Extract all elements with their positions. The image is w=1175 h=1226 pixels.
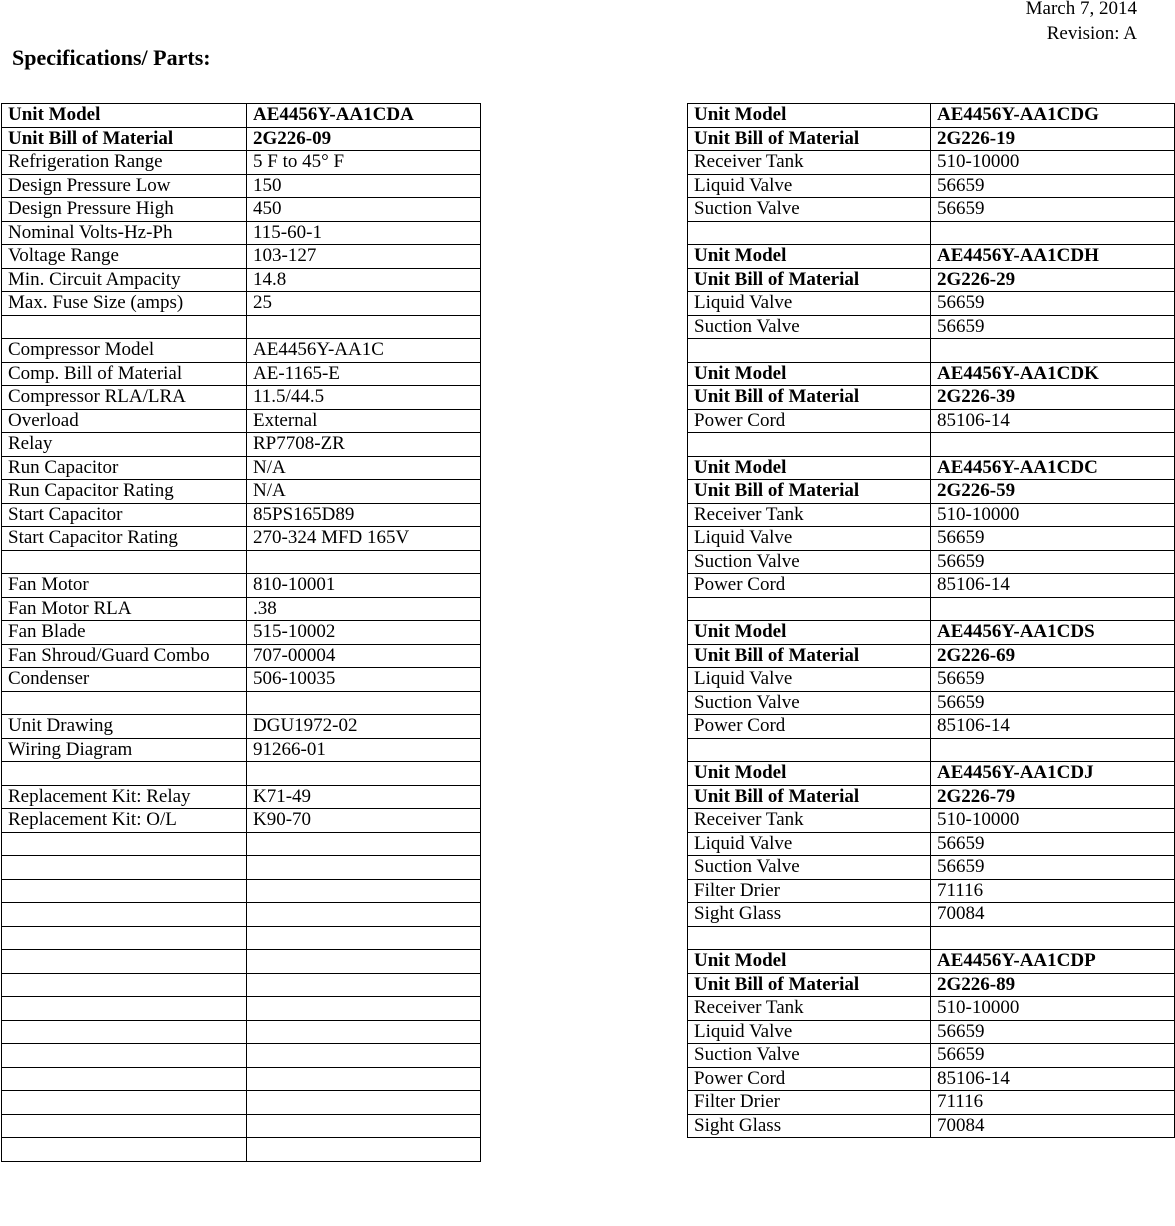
row-label: Liquid Valve [688,1020,931,1044]
row-value: AE4456Y-AA1CDK [931,362,1175,386]
table-row [2,409,481,433]
table-row [688,809,1175,833]
table-row [2,480,481,504]
row-value: 2G226-29 [931,268,1175,292]
row-value: AE4456Y-AA1CDA [247,104,481,128]
table-row [688,879,1175,903]
row-value: 85106-14 [931,1067,1175,1091]
row-label [2,1091,247,1115]
page-title: Specifications/ Parts: [12,45,211,70]
row-value: 510-10000 [931,503,1175,527]
row-label: Sight Glass [688,903,931,927]
table-row [2,903,481,927]
row-label [2,856,247,880]
row-value: 70084 [931,903,1175,927]
table-row [2,386,481,410]
row-value: 5 F to 45° F [247,151,481,175]
row-label: Unit Bill of Material [688,268,931,292]
table-row [688,174,1175,198]
row-value [931,926,1175,950]
row-value [247,1138,481,1162]
row-label: Unit Model [688,362,931,386]
table-row [688,245,1175,269]
row-label: Receiver Tank [688,503,931,527]
table-row [2,151,481,175]
row-label [2,997,247,1021]
table-row [688,151,1175,175]
row-label: Replacement Kit: Relay [2,785,247,809]
row-label: Min. Circuit Ampacity [2,268,247,292]
row-value: 70084 [931,1114,1175,1138]
row-label: Unit Model [688,762,931,786]
row-value: 85106-14 [931,574,1175,598]
row-label: Design Pressure Low [2,174,247,198]
row-value: 270-324 MFD 165V [247,527,481,551]
row-value: AE4456Y-AA1CDJ [931,762,1175,786]
table-row [2,1067,481,1091]
table-row [688,738,1175,762]
row-value: N/A [247,456,481,480]
row-value: 11.5/44.5 [247,386,481,410]
table-row [688,527,1175,551]
row-label: Overload [2,409,247,433]
row-label: Unit Model [688,456,931,480]
table-row [688,433,1175,457]
table-row [688,1044,1175,1068]
row-label [688,926,931,950]
table-row [688,1114,1175,1138]
row-value: 14.8 [247,268,481,292]
table-row [688,339,1175,363]
row-value: 2G226-89 [931,973,1175,997]
row-label: Power Cord [688,715,931,739]
row-value: 510-10000 [931,997,1175,1021]
row-label: Suction Valve [688,550,931,574]
row-value: 56659 [931,691,1175,715]
table-row [688,409,1175,433]
table-row [2,221,481,245]
table-row [688,691,1175,715]
row-value: DGU1972-02 [247,715,481,739]
table-row [688,973,1175,997]
row-label: Power Cord [688,1067,931,1091]
row-label: Unit Bill of Material [688,973,931,997]
row-label: Condenser [2,668,247,692]
table-row [2,527,481,551]
table-row [2,997,481,1021]
row-label: Suction Valve [688,856,931,880]
row-value: 103-127 [247,245,481,269]
row-label [2,1138,247,1162]
table-row [2,339,481,363]
table-row [2,926,481,950]
row-value [247,762,481,786]
row-value: RP7708-ZR [247,433,481,457]
table-row [688,926,1175,950]
row-value: AE4456Y-AA1CDH [931,245,1175,269]
row-label: Power Cord [688,409,931,433]
row-value: 71116 [931,879,1175,903]
right-spec-table [687,103,1175,1138]
row-label [2,550,247,574]
table-row [2,785,481,809]
row-value: 2G226-19 [931,127,1175,151]
row-value: .38 [247,597,481,621]
row-value [247,1067,481,1091]
table-row [2,973,481,997]
table-row [2,738,481,762]
table-row [688,221,1175,245]
row-value [247,1020,481,1044]
row-value: External [247,409,481,433]
row-label [2,315,247,339]
row-value: 707-00004 [247,644,481,668]
table-row [2,597,481,621]
row-value [247,856,481,880]
row-value [247,950,481,974]
row-value [247,1091,481,1115]
table-row [2,715,481,739]
table-row [2,315,481,339]
row-label: Compressor Model [2,339,247,363]
table-row [688,762,1175,786]
table-row [2,456,481,480]
row-label: Suction Valve [688,198,931,222]
row-label: Unit Model [688,621,931,645]
row-value [247,997,481,1021]
row-label [2,973,247,997]
row-value: AE4456Y-AA1C [247,339,481,363]
row-label: Receiver Tank [688,151,931,175]
row-value: 2G226-09 [247,127,481,151]
row-value: 56659 [931,832,1175,856]
table-row [2,1044,481,1068]
row-label [688,433,931,457]
row-label: Unit Bill of Material [688,644,931,668]
row-label [688,597,931,621]
row-label: Unit Model [688,950,931,974]
row-value [247,691,481,715]
table-row [688,644,1175,668]
row-value: 450 [247,198,481,222]
table-row [688,621,1175,645]
table-row [2,174,481,198]
table-row [688,198,1175,222]
table-row [688,832,1175,856]
row-label [2,762,247,786]
row-label: Run Capacitor Rating [2,480,247,504]
table-row [688,597,1175,621]
table-row [2,856,481,880]
table-row [2,950,481,974]
row-value: AE4456Y-AA1CDP [931,950,1175,974]
row-value: 56659 [931,550,1175,574]
row-value: 56659 [931,527,1175,551]
table-row [688,785,1175,809]
row-label [688,339,931,363]
row-label: Fan Shroud/Guard Combo [2,644,247,668]
table-row [2,879,481,903]
table-row [688,903,1175,927]
document-date: March 7, 2014 [1025,0,1137,19]
row-label [688,738,931,762]
row-value [931,221,1175,245]
row-label: Relay [2,433,247,457]
row-value: 56659 [931,292,1175,316]
row-value: 56659 [931,198,1175,222]
row-value [247,903,481,927]
row-label: Receiver Tank [688,809,931,833]
row-value: 115-60-1 [247,221,481,245]
table-row [2,762,481,786]
table-row [688,574,1175,598]
table-row [688,997,1175,1021]
table-row [688,104,1175,128]
row-value: 85PS165D89 [247,503,481,527]
table-row [2,691,481,715]
table-row [2,668,481,692]
table-row [2,1114,481,1138]
table-row [688,1067,1175,1091]
row-label: Design Pressure High [2,198,247,222]
row-value: 56659 [931,668,1175,692]
row-value: 510-10000 [931,809,1175,833]
row-value: 2G226-59 [931,480,1175,504]
row-label: Start Capacitor Rating [2,527,247,551]
row-value [931,339,1175,363]
table-row [2,127,481,151]
table-row [2,809,481,833]
table-row [688,715,1175,739]
table-row [688,315,1175,339]
table-row [688,950,1175,974]
row-label: Unit Bill of Material [688,127,931,151]
left-spec-table [1,103,481,1162]
table-row [688,292,1175,316]
row-label: Fan Blade [2,621,247,645]
table-row [2,268,481,292]
table-row [2,245,481,269]
table-row [688,1091,1175,1115]
row-label: Liquid Valve [688,292,931,316]
row-label: Liquid Valve [688,668,931,692]
row-label [2,926,247,950]
row-label [2,832,247,856]
row-value [247,315,481,339]
row-label: Fan Motor [2,574,247,598]
table-row [2,1138,481,1162]
row-label: Replacement Kit: O/L [2,809,247,833]
row-value [247,832,481,856]
table-row [688,856,1175,880]
table-row [2,433,481,457]
row-value [247,550,481,574]
table-row [688,550,1175,574]
row-label: Compressor RLA/LRA [2,386,247,410]
row-value: 2G226-69 [931,644,1175,668]
row-label: Power Cord [688,574,931,598]
row-value: 56659 [931,1020,1175,1044]
row-label [2,1114,247,1138]
row-value: 71116 [931,1091,1175,1115]
row-label [2,1020,247,1044]
row-label: Suction Valve [688,691,931,715]
row-value [931,597,1175,621]
row-value: 85106-14 [931,409,1175,433]
row-value: N/A [247,480,481,504]
row-value: 56659 [931,856,1175,880]
row-label: Liquid Valve [688,832,931,856]
row-value: 56659 [931,174,1175,198]
row-value: 56659 [931,315,1175,339]
row-value: 2G226-39 [931,386,1175,410]
row-value: 515-10002 [247,621,481,645]
row-label [2,950,247,974]
row-value: 25 [247,292,481,316]
row-label: Comp. Bill of Material [2,362,247,386]
row-label: Suction Valve [688,1044,931,1068]
table-row [2,644,481,668]
table-row [2,574,481,598]
row-label: Liquid Valve [688,527,931,551]
row-label: Max. Fuse Size (amps) [2,292,247,316]
row-value [931,738,1175,762]
row-label: Nominal Volts-Hz-Ph [2,221,247,245]
row-value [247,1114,481,1138]
row-value: AE-1165-E [247,362,481,386]
row-value: 810-10001 [247,574,481,598]
table-row [2,621,481,645]
table-row [688,127,1175,151]
row-value: AE4456Y-AA1CDC [931,456,1175,480]
row-label [2,903,247,927]
row-value [247,1044,481,1068]
row-label: Fan Motor RLA [2,597,247,621]
row-label [2,879,247,903]
table-row [688,456,1175,480]
table-row [2,292,481,316]
row-label [2,1044,247,1068]
row-value [931,433,1175,457]
row-label: Unit Bill of Material [2,127,247,151]
table-row [688,386,1175,410]
row-label: Unit Model [688,245,931,269]
row-label: Receiver Tank [688,997,931,1021]
row-value [247,879,481,903]
row-value: 506-10035 [247,668,481,692]
row-value [247,973,481,997]
table-row [2,1020,481,1044]
table-row [688,268,1175,292]
row-label [2,1067,247,1091]
row-label: Run Capacitor [2,456,247,480]
row-label: Wiring Diagram [2,738,247,762]
table-row [688,668,1175,692]
row-label: Suction Valve [688,315,931,339]
row-label: Unit Drawing [2,715,247,739]
row-value: 150 [247,174,481,198]
table-row [2,198,481,222]
table-row [2,832,481,856]
table-row [2,1091,481,1115]
row-value: K71-49 [247,785,481,809]
table-row [2,104,481,128]
row-value: 56659 [931,1044,1175,1068]
row-label [2,691,247,715]
row-label: Start Capacitor [2,503,247,527]
table-row [688,1020,1175,1044]
row-label: Voltage Range [2,245,247,269]
row-value: AE4456Y-AA1CDG [931,104,1175,128]
document-revision: Revision: A [1046,23,1137,44]
row-label: Unit Model [2,104,247,128]
row-label: Filter Drier [688,879,931,903]
table-row [2,550,481,574]
table-row [688,362,1175,386]
row-label: Sight Glass [688,1114,931,1138]
row-label: Liquid Valve [688,174,931,198]
row-value: 85106-14 [931,715,1175,739]
row-label [688,221,931,245]
row-value: K90-70 [247,809,481,833]
row-label: Unit Bill of Material [688,386,931,410]
row-value: 91266-01 [247,738,481,762]
table-row [688,503,1175,527]
row-value: 510-10000 [931,151,1175,175]
row-label: Unit Model [688,104,931,128]
row-label: Unit Bill of Material [688,480,931,504]
table-row [2,503,481,527]
table-row [2,362,481,386]
row-value [247,926,481,950]
row-label: Filter Drier [688,1091,931,1115]
row-value: AE4456Y-AA1CDS [931,621,1175,645]
row-value: 2G226-79 [931,785,1175,809]
table-row [688,480,1175,504]
row-label: Unit Bill of Material [688,785,931,809]
row-label: Refrigeration Range [2,151,247,175]
